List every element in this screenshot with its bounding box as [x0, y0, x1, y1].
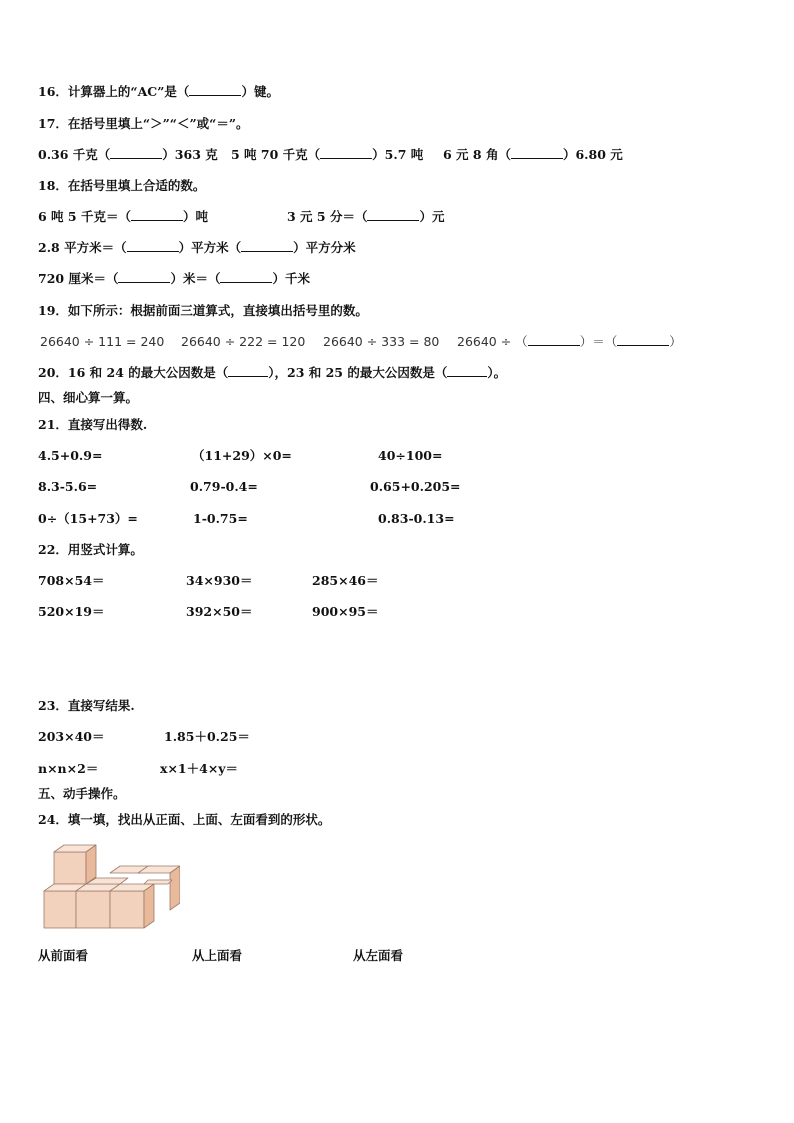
q17-blank-3[interactable]: [511, 148, 563, 159]
section-4-heading: 四、细心算一算。: [38, 390, 139, 405]
q16-text-end: ）键。: [241, 84, 279, 99]
q22-r2c3: 900×95＝: [312, 604, 379, 619]
q17-blank-2[interactable]: [320, 148, 372, 159]
q16-answer-blank[interactable]: [189, 85, 241, 96]
q18-r1b-left: 3 元 5 分＝（: [287, 209, 368, 224]
q18-r3-part-a: 720 厘米＝（: [38, 271, 119, 286]
q19-stem: 19．如下所示：根据前面三道算式，直接填出括号里的数。: [38, 303, 368, 318]
view-label-front: 从前面看: [38, 948, 89, 963]
cube-right-top: [144, 880, 172, 884]
q20-part-a: 20．16 和 24 的最大公因数是（: [38, 365, 229, 380]
q18-row-2: [38, 240, 356, 256]
q19-blank-1[interactable]: [528, 335, 580, 346]
q17-item-1: [38, 147, 218, 163]
cube-front-3-side: [144, 884, 154, 928]
q24-stem: 24．填一填，找出从正面、上面、左面看到的形状。: [38, 812, 331, 827]
q22-r1c2: 34×930＝: [186, 573, 253, 588]
q18-blank-1[interactable]: [131, 210, 183, 221]
q22-r1c1: 708×54＝: [38, 573, 105, 588]
q20-part-c: ）。: [487, 365, 507, 380]
q18-blank-6[interactable]: [220, 272, 272, 283]
q18-row-3: [38, 271, 310, 287]
q17-stem: 17．在括号里填上“＞”“＜”或“＝”。: [38, 116, 249, 131]
cube-front-3-front: [110, 891, 144, 928]
q18-r3-part-b: ）米＝（: [170, 271, 221, 286]
q17-item-3-left: 6 元 8 角（: [443, 147, 511, 162]
cube-front-2-front: [76, 891, 110, 928]
q21-r1c3: 40÷100=: [378, 448, 443, 463]
q19-eq-4-b: ）＝（: [579, 334, 618, 349]
q19-eq-2: 26640 ÷ 222 = 120: [181, 334, 306, 349]
q17-item-3-right: ）6.80 元: [562, 147, 623, 162]
q21-r1c1: 4.5+0.9=: [38, 448, 103, 463]
q21-r3c1: 0÷（15+73）=: [38, 511, 138, 526]
q19-eq-3: 26640 ÷ 333 = 80: [323, 334, 440, 349]
section-5-heading: 五、动手操作。: [38, 786, 126, 801]
q21-r3c2: 1-0.75=: [193, 511, 248, 526]
cube-upper-front: [54, 852, 86, 884]
q22-stem: 22．用竖式计算。: [38, 542, 143, 557]
q18-row-1a: [38, 209, 208, 225]
q23-r1c1: 203×40＝: [38, 729, 105, 744]
q20-part-b: ），23 和 25 的最大公因数是（: [268, 365, 448, 380]
q18-blank-5[interactable]: [118, 272, 170, 283]
q19-eq-4: [457, 334, 682, 350]
q20-blank-2[interactable]: [447, 366, 487, 377]
q17-item-2-right: ）5.7 吨: [372, 147, 424, 162]
q19-eq-1: 26640 ÷ 111 = 240: [40, 334, 165, 349]
cube-back-2-side: [170, 866, 180, 910]
q21-r2c1: 8.3-5.6=: [38, 479, 98, 494]
q19-eq-4-a: 26640 ÷ （: [457, 334, 528, 349]
q17-item-1-left: 0.36 千克（: [38, 147, 111, 162]
q17-item-3: [443, 147, 623, 163]
q18-row-1b: [287, 209, 444, 225]
q20-line: [38, 365, 506, 381]
q18-blank-2[interactable]: [367, 210, 419, 221]
q16-line: [38, 84, 279, 100]
q18-r2-part-c: ）平方分米: [293, 240, 356, 255]
q16-number: 16．: [38, 84, 68, 99]
q16-text: 计算器上的“AC”是（: [67, 84, 190, 99]
view-label-left: 从左面看: [353, 948, 404, 963]
q21-stem: 21．直接写出得数.: [38, 417, 148, 432]
q18-r2-part-a: 2.8 平方米＝（: [38, 240, 127, 255]
q18-r1b-right: ）元: [419, 209, 445, 224]
q21-r3c3: 0.83-0.13=: [378, 511, 455, 526]
q18-r3-part-c: ）千米: [272, 271, 310, 286]
q17-item-2-left: 5 吨 70 千克（: [231, 147, 321, 162]
q17-blank-1[interactable]: [110, 148, 162, 159]
q19-eq-4-c: ）: [669, 334, 682, 349]
q22-r2c1: 520×19＝: [38, 604, 105, 619]
cube-upper-side: [86, 845, 96, 884]
q23-r2c2: x×1＋4×y＝: [160, 761, 239, 776]
q18-blank-4[interactable]: [241, 241, 293, 252]
q20-blank-1[interactable]: [228, 366, 268, 377]
q21-r2c2: 0.79-0.4=: [190, 479, 258, 494]
q23-stem: 23．直接写结果.: [38, 698, 135, 713]
q17-item-1-right: ）363 克: [162, 147, 218, 162]
q19-blank-2[interactable]: [617, 335, 669, 346]
q18-r1a-left: 6 吨 5 千克＝（: [38, 209, 131, 224]
q18-blank-3[interactable]: [127, 241, 179, 252]
q18-stem: 18．在括号里填上合适的数。: [38, 178, 206, 193]
cube-stack-figure: [40, 840, 180, 935]
q17-item-2: [231, 147, 423, 163]
q21-r2c3: 0.65+0.205=: [370, 479, 461, 494]
q23-r1c2: 1.85＋0.25＝: [164, 729, 250, 744]
q21-r1c2: （11+29）×0=: [192, 448, 292, 463]
cube-front-1-front: [44, 891, 76, 928]
q22-r1c3: 285×46＝: [312, 573, 379, 588]
q22-r2c2: 392×50＝: [186, 604, 253, 619]
q23-r2c1: n×n×2＝: [38, 761, 99, 776]
q18-r2-part-b: ）平方米（: [178, 240, 242, 255]
q18-r1a-right: ）吨: [182, 209, 208, 224]
view-label-top: 从上面看: [192, 948, 243, 963]
